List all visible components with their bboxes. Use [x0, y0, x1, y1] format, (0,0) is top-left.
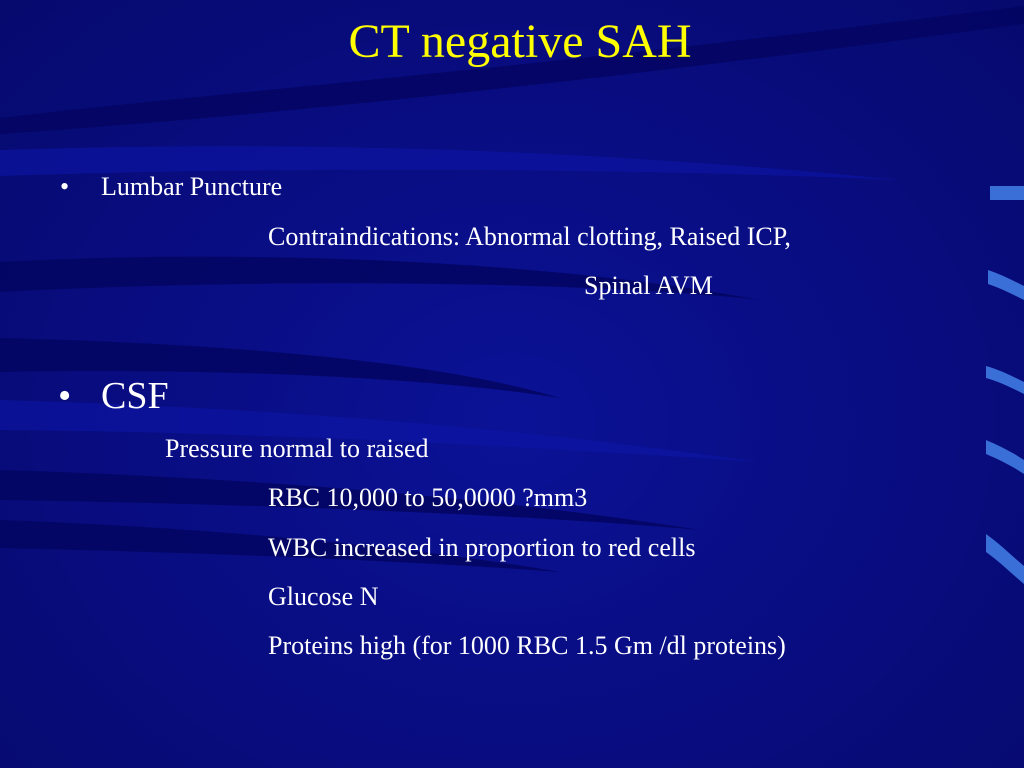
accent-mark-3 — [986, 366, 1024, 394]
contraindications-line: Contraindications: Abnormal clotting, Raised ICP, — [268, 222, 791, 251]
accent-mark-4 — [986, 440, 1024, 474]
csf-wbc-line: WBC increased in proportion to red cells — [268, 533, 696, 562]
csf-proteins-line: Proteins high (for 1000 RBC 1.5 Gm /dl proteins) — [268, 631, 786, 660]
slide-title: CT negative SAH — [348, 15, 692, 68]
csf-rbc-line: RBC 10,000 to 50,0000 ?mm3 — [268, 483, 588, 512]
contraindications-continuation: Spinal AVM — [584, 271, 713, 300]
accent-mark-1 — [990, 186, 1024, 200]
csf-glucose-line: Glucose N — [268, 582, 379, 611]
csf-pressure-line: Pressure normal to raised — [165, 434, 429, 463]
bullet-icon: • — [58, 375, 72, 417]
bullet-icon: • — [60, 172, 70, 201]
bullet-lumbar-puncture: Lumbar Puncture — [101, 172, 283, 201]
accent-mark-2 — [988, 270, 1024, 300]
accent-mark-5 — [986, 534, 1024, 584]
bullet-csf: CSF — [101, 375, 169, 417]
